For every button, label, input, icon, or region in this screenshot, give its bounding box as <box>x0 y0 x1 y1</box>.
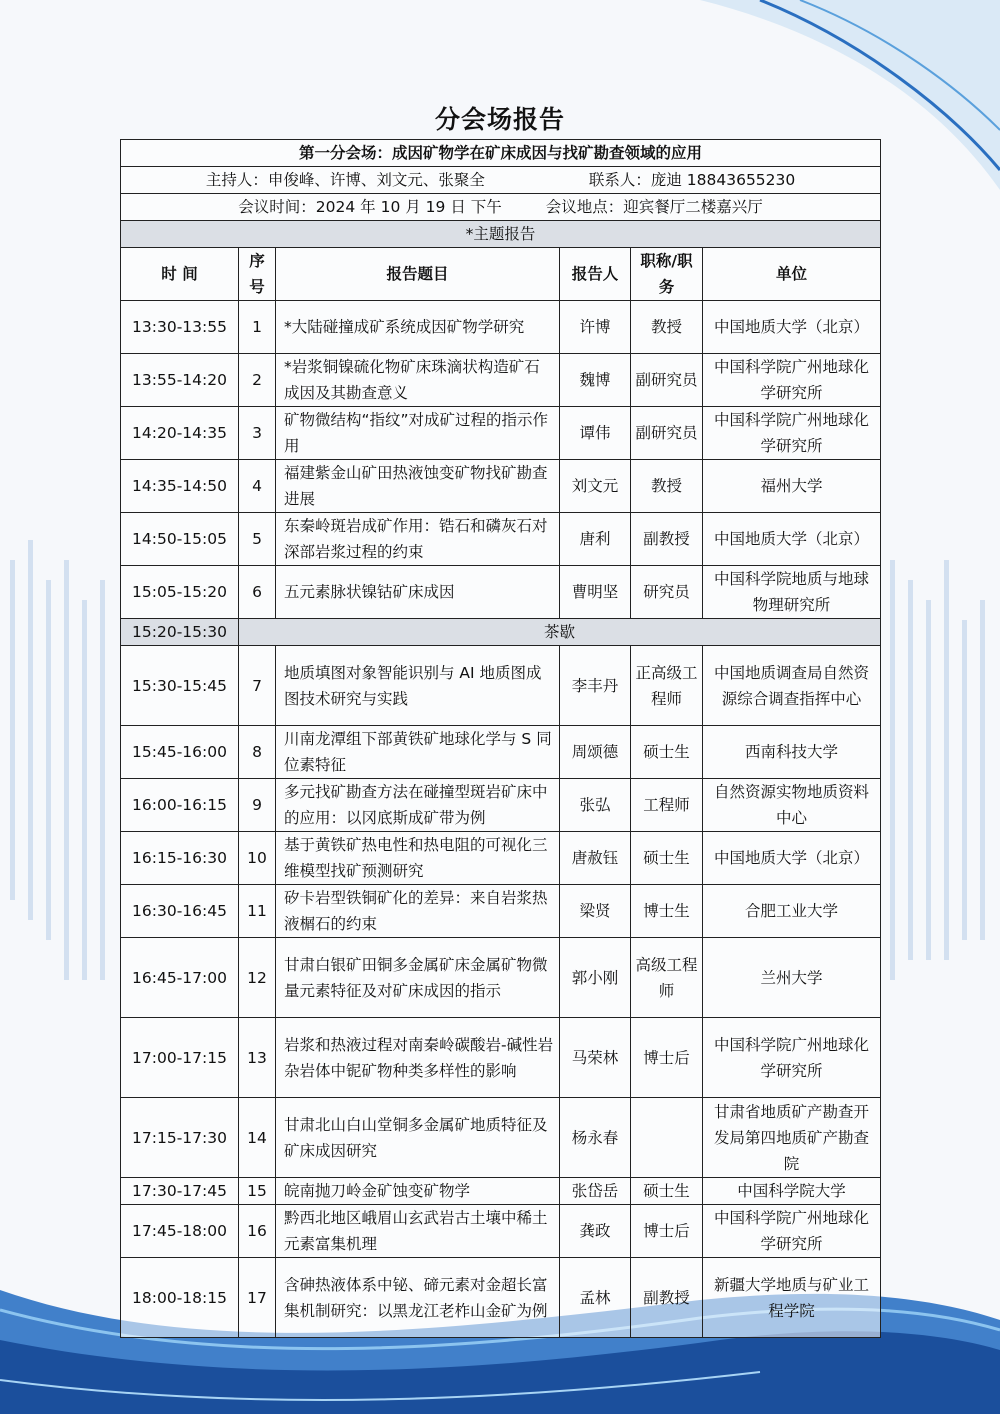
talk-topic: 基于黄铁矿热电性和热电阻的可视化三维模型找矿预测研究 <box>276 832 560 885</box>
talk-time: 14:50-15:05 <box>121 513 239 566</box>
talk-time: 16:15-16:30 <box>121 832 239 885</box>
talk-organization: 中国科学院广州地球化学研究所 <box>703 1018 881 1098</box>
talk-topic: 皖南抛刀岭金矿蚀变矿物学 <box>276 1178 560 1205</box>
talk-organization: 中国科学院大学 <box>703 1178 881 1205</box>
talk-title: 高级工程师 <box>631 938 703 1018</box>
table-row <box>121 513 881 566</box>
talk-title: 工程师 <box>631 779 703 832</box>
talk-organization: 中国科学院地质与地球物理研究所 <box>703 566 881 619</box>
page-title: 分会场报告 <box>434 105 565 134</box>
talk-title: 博士后 <box>631 1205 703 1258</box>
talk-title: 研究员 <box>631 566 703 619</box>
talk-time: 13:55-14:20 <box>121 354 239 407</box>
talk-speaker: 曹明坚 <box>560 566 631 619</box>
hosts-row <box>121 167 881 194</box>
talk-topic: 福建紫金山矿田热液蚀变矿物找矿勘查进展 <box>276 460 560 513</box>
break-time: 15:20-15:30 <box>121 619 239 646</box>
talk-title: 教授 <box>631 460 703 513</box>
talk-title: 博士后 <box>631 1018 703 1098</box>
header-no: 序号 <box>239 248 276 301</box>
talk-speaker: 许博 <box>560 301 631 354</box>
talk-number: 1 <box>239 301 276 354</box>
session-time: 会议时间：2024 年 10 月 19 日 下午 <box>238 198 502 216</box>
table-row <box>121 832 881 885</box>
talk-organization: 西南科技大学 <box>703 726 881 779</box>
talk-topic: 川南龙潭组下部黄铁矿地球化学与 S 同位素特征 <box>276 726 560 779</box>
talk-number: 12 <box>239 938 276 1018</box>
session-hosts: 主持人：申俊峰、许博、刘文元、张聚全 <box>205 171 485 189</box>
talk-topic: 甘肃白银矿田铜多金属矿床金属矿物微量元素特征及对矿床成因的指示 <box>276 938 560 1018</box>
talk-organization: 合肥工业大学 <box>703 885 881 938</box>
header-speaker: 报告人 <box>560 248 631 301</box>
talk-topic: *大陆碰撞成矿系统成因矿物学研究 <box>276 301 560 354</box>
table-header-row <box>121 248 881 301</box>
table-row <box>121 1258 881 1338</box>
table-row <box>121 301 881 354</box>
talk-organization: 中国地质调查局自然资源综合调查指挥中心 <box>703 646 881 726</box>
talk-title: 副教授 <box>631 1258 703 1338</box>
talk-speaker: 谭伟 <box>560 407 631 460</box>
talk-time: 13:30-13:55 <box>121 301 239 354</box>
talk-organization: 新疆大学地质与矿业工程学院 <box>703 1258 881 1338</box>
table-row <box>121 354 881 407</box>
talk-time: 14:35-14:50 <box>121 460 239 513</box>
talk-speaker: 马荣林 <box>560 1018 631 1098</box>
talk-title: 博士生 <box>631 885 703 938</box>
talk-number: 7 <box>239 646 276 726</box>
table-row <box>121 779 881 832</box>
talk-speaker: 郭小刚 <box>560 938 631 1018</box>
table-row <box>121 1018 881 1098</box>
talk-speaker: 李丰丹 <box>560 646 631 726</box>
table-row <box>121 885 881 938</box>
table-row <box>121 566 881 619</box>
talk-speaker: 张弘 <box>560 779 631 832</box>
talk-number: 9 <box>239 779 276 832</box>
schedule-table <box>120 139 881 1338</box>
talk-number: 3 <box>239 407 276 460</box>
break-label: 茶歇 <box>239 619 881 646</box>
section-label: *主题报告 <box>121 221 881 248</box>
header-title: 职称/职务 <box>631 248 703 301</box>
talk-title: 硕士生 <box>631 832 703 885</box>
talk-title: 副教授 <box>631 513 703 566</box>
talk-topic: 岩浆和热液过程对南秦岭碳酸岩-碱性岩杂岩体中铌矿物种类多样性的影响 <box>276 1018 560 1098</box>
session-venue: 会议地点：迎宾餐厅二楼嘉兴厅 <box>545 198 763 216</box>
talk-organization: 自然资源实物地质资料中心 <box>703 779 881 832</box>
table-row <box>121 1098 881 1178</box>
session-contact: 联系人：庞迪 18843655230 <box>588 171 796 189</box>
talk-time: 17:00-17:15 <box>121 1018 239 1098</box>
talk-number: 14 <box>239 1098 276 1178</box>
talk-speaker: 周颂德 <box>560 726 631 779</box>
talk-topic: *岩浆铜镍硫化物矿床珠滴状构造矿石成因及其勘查意义 <box>276 354 560 407</box>
tea-break-row <box>121 619 881 646</box>
table-row <box>121 726 881 779</box>
talk-title: 副研究员 <box>631 354 703 407</box>
table-row <box>121 1205 881 1258</box>
talk-topic: 东秦岭斑岩成矿作用：锆石和磷灰石对深部岩浆过程的约束 <box>276 513 560 566</box>
time-venue-row <box>121 194 881 221</box>
talk-topic: 矽卡岩型铁铜矿化的差异：来自岩浆热液榍石的约束 <box>276 885 560 938</box>
table-row <box>121 407 881 460</box>
talk-time: 16:00-16:15 <box>121 779 239 832</box>
talk-topic: 含砷热液体系中铋、碲元素对金超长富集机制研究：以黑龙江老柞山金矿为例 <box>276 1258 560 1338</box>
talk-topic: 甘肃北山白山堂铜多金属矿地质特征及矿床成因研究 <box>276 1098 560 1178</box>
talk-title: 副研究员 <box>631 407 703 460</box>
talk-title: 硕士生 <box>631 1178 703 1205</box>
talk-time: 17:45-18:00 <box>121 1205 239 1258</box>
session-title-row <box>121 140 881 167</box>
talk-time: 15:30-15:45 <box>121 646 239 726</box>
header-topic: 报告题目 <box>276 248 560 301</box>
table-row <box>121 938 881 1018</box>
talk-number: 5 <box>239 513 276 566</box>
talk-speaker: 孟林 <box>560 1258 631 1338</box>
talk-number: 11 <box>239 885 276 938</box>
talk-topic: 黔西北地区峨眉山玄武岩古土壤中稀土元素富集机理 <box>276 1205 560 1258</box>
talk-time: 14:20-14:35 <box>121 407 239 460</box>
talk-time: 18:00-18:15 <box>121 1258 239 1338</box>
table-row <box>121 460 881 513</box>
talk-number: 13 <box>239 1018 276 1098</box>
section-row <box>121 221 881 248</box>
talk-time: 15:45-16:00 <box>121 726 239 779</box>
talk-organization: 福州大学 <box>703 460 881 513</box>
talk-speaker: 张岱岳 <box>560 1178 631 1205</box>
talk-time: 16:45-17:00 <box>121 938 239 1018</box>
talk-number: 17 <box>239 1258 276 1338</box>
talk-speaker: 唐赦钰 <box>560 832 631 885</box>
talk-number: 8 <box>239 726 276 779</box>
talk-organization: 中国科学院广州地球化学研究所 <box>703 407 881 460</box>
talk-title: 正高级工程师 <box>631 646 703 726</box>
talk-topic: 地质填图对象智能识别与 AI 地质图成图技术研究与实践 <box>276 646 560 726</box>
talk-topic: 多元找矿勘查方法在碰撞型斑岩矿床中的应用：以冈底斯成矿带为例 <box>276 779 560 832</box>
talk-topic: 五元素脉状镍钴矿床成因 <box>276 566 560 619</box>
talk-organization: 中国地质大学（北京） <box>703 832 881 885</box>
talk-speaker: 杨永春 <box>560 1098 631 1178</box>
talk-number: 2 <box>239 354 276 407</box>
talk-organization: 中国科学院广州地球化学研究所 <box>703 1205 881 1258</box>
talk-time: 17:30-17:45 <box>121 1178 239 1205</box>
talk-title <box>631 1098 703 1178</box>
talk-number: 10 <box>239 832 276 885</box>
talk-number: 4 <box>239 460 276 513</box>
talk-organization: 中国地质大学（北京） <box>703 513 881 566</box>
talk-speaker: 龚政 <box>560 1205 631 1258</box>
talk-organization: 甘肃省地质矿产勘查开发局第四地质矿产勘查院 <box>703 1098 881 1178</box>
talk-time: 17:15-17:30 <box>121 1098 239 1178</box>
talk-organization: 兰州大学 <box>703 938 881 1018</box>
talk-time: 15:05-15:20 <box>121 566 239 619</box>
talk-topic: 矿物微结构“指纹”对成矿过程的指示作用 <box>276 407 560 460</box>
table-row <box>121 1178 881 1205</box>
talk-number: 6 <box>239 566 276 619</box>
talk-speaker: 梁贤 <box>560 885 631 938</box>
talk-speaker: 唐利 <box>560 513 631 566</box>
talk-number: 15 <box>239 1178 276 1205</box>
header-time: 时 间 <box>121 248 239 301</box>
talk-organization: 中国科学院广州地球化学研究所 <box>703 354 881 407</box>
session-title: 第一分会场：成因矿物学在矿床成因与找矿勘查领域的应用 <box>121 140 881 167</box>
header-org: 单位 <box>703 248 881 301</box>
talk-speaker: 刘文元 <box>560 460 631 513</box>
talk-number: 16 <box>239 1205 276 1258</box>
talk-speaker: 魏博 <box>560 354 631 407</box>
talk-title: 硕士生 <box>631 726 703 779</box>
talk-title: 教授 <box>631 301 703 354</box>
talk-time: 16:30-16:45 <box>121 885 239 938</box>
talk-organization: 中国地质大学（北京） <box>703 301 881 354</box>
table-row <box>121 646 881 726</box>
